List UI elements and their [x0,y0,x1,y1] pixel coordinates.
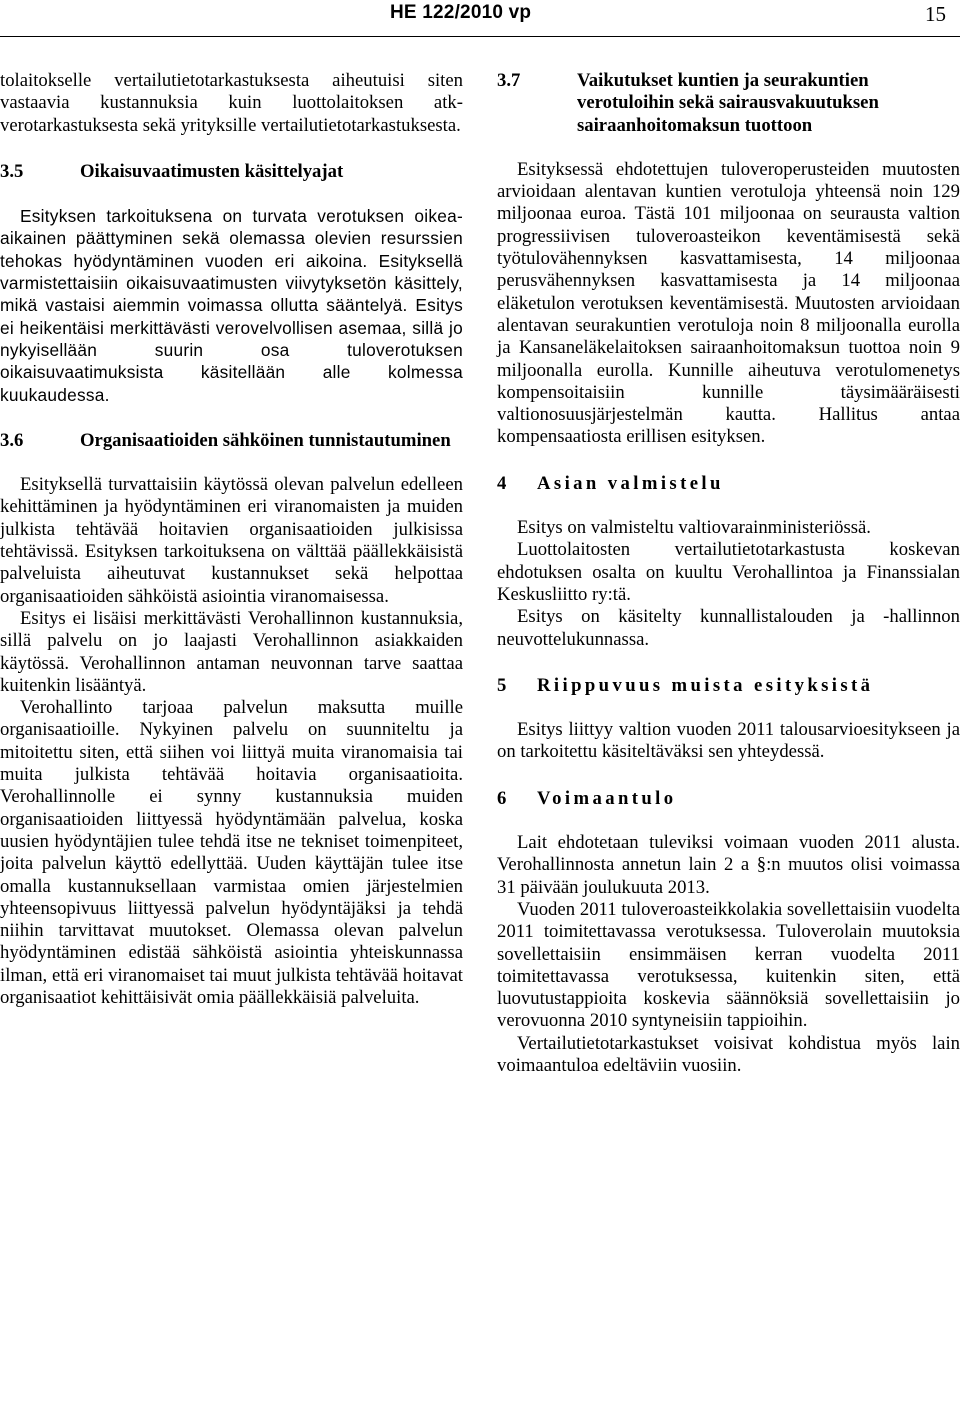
paragraph: Luottolaitosten vertailutietotarkastusta koskevan ehdotuksen osalta on kuultu Verohallintoa ja Finanssialan Keskusliitto ry:tä. [497,539,960,605]
section-5-heading [497,675,960,697]
section-title: Voimaantulo [537,787,677,809]
paragraph: Lait ehdotetaan tuleviksi voimaan vuoden 2011 alusta. Verohallinnosta annetun lain 2 a §:n muutos olisi voimassa 31 päivään joulukuuta 2013. [497,832,960,898]
section-number: 3.5 [0,160,24,182]
paragraph: Esityksessä ehdotettujen tuloveroperusteiden muutosten arvioidaan alentavan kuntien verotuloja yhteensä noin 129 miljoonaa euroa. Tästä 101 miljoonaa on seurausta valtion progressiivisen tuloveroasteikon keventämisestä sekä työtulovähennyksen kasvattamisesta, 14 miljoonaa perusvähennyksen kasvattamisesta ja 14 miljoonaa eläketulon verotuksen keventämisestä. Muutosten arvioidaan alentavan seurakuntien verotuloja noin 8 miljoonalla eurolla ja Kansaneläkelaitoksen sairaanhoitomaksun tuottoa noin 9 miljoonalla eurolla. Kunnille aiheutuva verotulomenetys kompensoitaisiin kunnille täysimääräisesti valtionosuusjärjestelmän kautta. Hallitus antaa kompensaatiosta erillisen esityksen. [497,158,960,448]
paragraph: Esityksellä turvattaisiin käytössä olevan palvelun edelleen kehittäminen ja hyödyntäminen eri viranomaisten ja muiden julkista tehtävää hoitavien organisaatioiden julkisissa tehtävissä. Esityksen tarkoituksena on välttää päällekkäisistä palveluista aiheutuvat kustannukset sekä helpottaa organisaatioiden sähköistä asiointia viranomaisessa. [0,474,463,607]
section-3-5-heading [0,161,463,183]
section-number: 5 [497,674,507,696]
paragraph: Esitys on käsitelty kunnallistalouden ja -hallinnon neuvottelukunnassa. [497,606,960,650]
section-3-6-heading [0,430,463,452]
paragraph: Esitys ei lisäisi merkittävästi Verohallinnon kustannuksia, sillä palvelu on jo laajasti Verohallinnon asiakkaiden käytössä. Verohallinnon antaman neuvonnan tarve saattaa kuitenkin lisääntyä. [0,607,463,696]
section-number: 3.6 [0,429,24,451]
section-title: Asian valmistelu [537,472,724,494]
paragraph: Vertailutietotarkastukset voisivat kohdistua myös lain voimaantuloa edeltäviin vuosiin. [497,1032,960,1076]
paragraph: Esityksen tarkoituksena on turvata verotuksen oikea-aikainen päättyminen sekä olemassa olevien resurssien tehokas hyödyntäminen vuoden eri aikoina. Esityksellä varmistettaisiin oikaisuvaatimusten viivytyksetön käsittely, mikä vastaisi aiemmin voimassa ollutta sääntelyä. Esitys ei heikentäisi merkittävästi verovelvollisen asemaa, sillä jo nykyisellään suurin osa tuloverotuksen oikaisuvaatimuksista käsitellään alle kolmessa kuukaudessa. [0,206,463,405]
section-4-heading [497,473,960,495]
section-3-7-heading [497,70,960,137]
section-6-heading [497,788,960,810]
section-title: Oikaisuvaatimusten käsittelyajat [80,160,344,182]
left-column [0,70,463,1009]
section-title: Riippuvuus muista esityksistä [537,674,874,696]
header-rule [0,36,960,37]
section-number: 6 [497,787,507,809]
document-id: HE 122/2010 vp [390,2,532,23]
paragraph: Esitys on valmisteltu valtiovarainministeriössä. [517,517,871,539]
section-number: 3.7 [497,70,521,91]
paragraph: Vuoden 2011 tuloveroasteikkolakia sovellettaisiin vuodelta 2011 toimitettavassa verotuksessa. Tuloverolain muutoksia sovellettaisiin ensimmäisen kerran vuodelta 2011 toimitettavassa verotuksessa, kuitenkin siten, että luovutustappioita koskevia säännöksiä sovellettaisiin jo verovuonna 2010 syntyneisiin tappioihin. [497,898,960,1032]
paragraph: Verohallinto tarjoaa palvelun maksutta muille organisaatioille. Nykyinen palvelu on suunniteltu ja mitoitettu siten, että siihen voi liittyä muita viranomaisia tai muita julkista tehtävää hoitavia organisaatioita. Verohallinnolle ei synny kustannuksia muiden organisaatioiden liittyessä hyödyntämään palvelua, koska uusien hyödyntäjien tulee tehdä itse ne tekniset toimenpiteet, joita palvelun käyttö edellyttää. Uuden käyttäjän tulee itse omalla kustannuksellaan varmistaa omien järjestelmien yhteensopivuus liittyessä palvelun hyödyntäjäksi ja tehdä niihin tarvittavat muutokset. Olemassa olevan palvelun hyödyntäminen edistää sähköistä asiointia yhteiskunnassa ilman, että eri viranomaiset tai muut julkista tehtävää hoitavat organisaatiot kehittäisivät omia päällekkäisiä palveluita. [0,697,463,1008]
section-number: 4 [497,472,507,494]
running-header [0,2,960,32]
paragraph-intro: tolaitokselle vertailutietotarkastuksesta aiheutuisi siten vastaavia kustannuksia kuin luottolaitoksen atk-verotarkastuksesta sekä yrityksille vertailutietotarkastuksesta. [0,70,463,136]
section-3-5-body [0,205,463,406]
paragraph: Esitys liittyy valtion vuoden 2011 talousarvioesitykseen ja on tarkoitettu käsiteltäväksi sen yhteydessä. [497,719,960,763]
section-title: Vaikutukset kuntien ja seurakuntien verotuloihin sekä sairausvakuutuksen sairaanhoitomaksun tuottoon [577,70,879,136]
section-title: Organisaatioiden sähköinen tunnistautuminen [80,429,451,451]
right-column [497,70,960,1077]
page-number: 15 [925,2,946,26]
